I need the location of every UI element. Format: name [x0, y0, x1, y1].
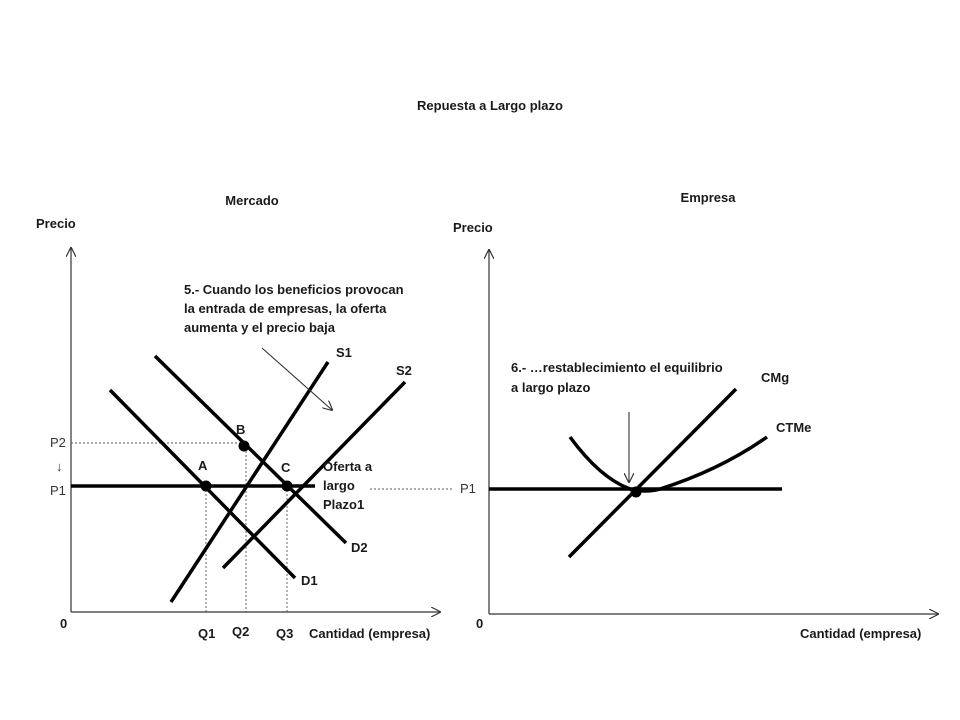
price-label-p1: P1 — [50, 483, 66, 498]
curve-label-cmg: CMg — [761, 370, 790, 385]
firm-panel-title: Empresa — [680, 190, 736, 205]
market-annotation-line-3: aumenta y el precio baja — [184, 320, 336, 335]
diagram-title: Repuesta a Largo plazo — [417, 98, 563, 113]
price-label-p2: P2 — [50, 435, 66, 450]
firm-annotation-line-2: a largo plazo — [511, 380, 591, 395]
curve-label-d2: D2 — [351, 540, 368, 555]
point-label-b: B — [236, 422, 246, 437]
market-x-axis-label: Cantidad (empresa) — [309, 626, 431, 641]
market-annotation-line-1: 5.- Cuando los beneficios provocan — [184, 282, 404, 297]
firm-equilibrium-point — [631, 487, 642, 498]
market-y-axis-label: Precio — [36, 216, 76, 231]
quantity-label-q2: Q2 — [232, 624, 250, 639]
market-annotation-arrow — [262, 348, 332, 410]
curve-label-d1: D1 — [301, 573, 318, 588]
long-run-supply-label-1: Oferta a — [323, 459, 373, 474]
firm-x-axis-label: Cantidad (empresa) — [800, 626, 922, 641]
equilibrium-point-c — [282, 481, 293, 492]
long-run-supply-label-2: largo — [323, 478, 355, 493]
firm-origin-label: 0 — [476, 616, 484, 631]
point-label-c: C — [281, 460, 291, 475]
quantity-label-q3: Q3 — [276, 626, 294, 641]
curve-label-s1: S1 — [336, 345, 352, 360]
marginal-cost-curve — [569, 389, 736, 557]
curve-label-s2: S2 — [396, 363, 412, 378]
supply-curve-s1 — [171, 362, 328, 602]
equilibrium-point-b — [239, 441, 250, 452]
firm-panel — [453, 190, 938, 641]
equilibrium-point-a — [201, 481, 212, 492]
price-down-arrow: ↓ — [56, 459, 63, 474]
market-panel-title: Mercado — [225, 193, 279, 208]
long-run-supply-label-3: Plazo1 — [323, 497, 365, 512]
quantity-label-q1: Q1 — [198, 626, 216, 641]
market-annotation-line-2: la entrada de empresas, la oferta — [184, 301, 387, 316]
firm-y-axis-label: Precio — [453, 220, 493, 235]
market-origin-label: 0 — [60, 616, 68, 631]
point-label-a: A — [198, 458, 208, 473]
curve-label-ctme: CTMe — [776, 420, 812, 435]
average-total-cost-curve — [570, 437, 767, 491]
demand-curve-d2 — [155, 356, 346, 543]
market-panel — [36, 193, 453, 641]
firm-annotation-line-1: 6.- …restablecimiento el equilibrio — [511, 360, 723, 375]
supply-curve-s2 — [223, 382, 405, 568]
firm-price-label-p1: P1 — [460, 481, 476, 496]
